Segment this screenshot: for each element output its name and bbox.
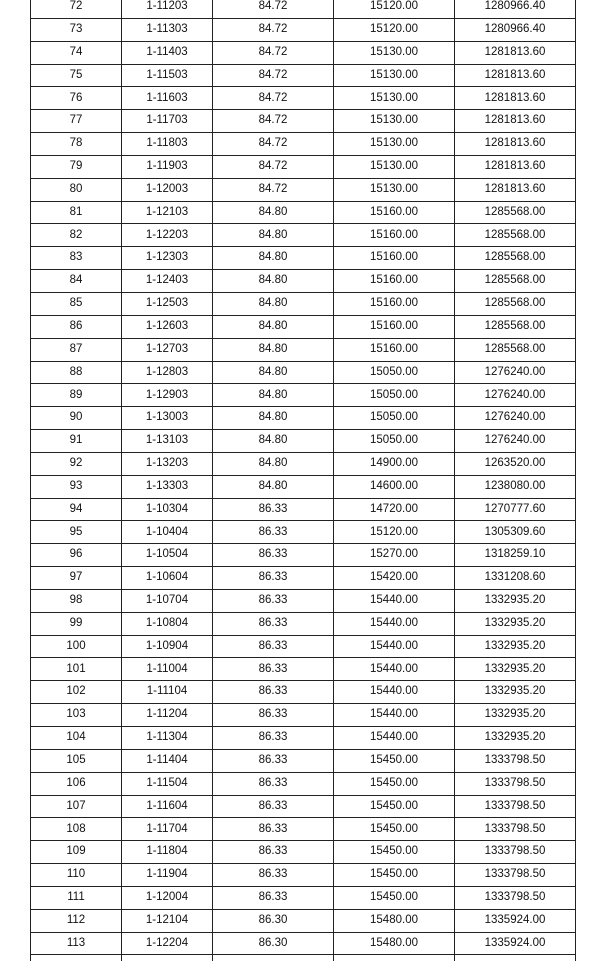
- total-price-cell: 1285568.00: [455, 247, 576, 270]
- total-price-cell: 1276240.00: [455, 407, 576, 430]
- row-number-cell: 90: [31, 407, 122, 430]
- unit-number-cell: 1-10504: [122, 544, 213, 567]
- unit-number-cell: 1-11204: [122, 704, 213, 727]
- total-price-cell: 1281813.60: [455, 64, 576, 87]
- area-cell: 86.33: [213, 727, 334, 750]
- row-number-cell: 109: [31, 841, 122, 864]
- table-row: [31, 567, 576, 590]
- area-cell: 86.33: [213, 749, 334, 772]
- area-cell: 86.33: [213, 567, 334, 590]
- area-cell: 84.80: [213, 430, 334, 453]
- unit-number-cell: [122, 955, 213, 961]
- total-price-cell: 1276240.00: [455, 384, 576, 407]
- total-price-cell: 1285568.00: [455, 270, 576, 293]
- table-row: [31, 727, 576, 750]
- unit-number-cell: 1-12303: [122, 247, 213, 270]
- row-number-cell: 92: [31, 452, 122, 475]
- unit-price-cell: 15130.00: [334, 41, 455, 64]
- total-price-cell: 1332935.20: [455, 704, 576, 727]
- area-cell: 86.33: [213, 818, 334, 841]
- table-row: [31, 612, 576, 635]
- unit-price-cell: 14900.00: [334, 452, 455, 475]
- area-cell: 86.33: [213, 795, 334, 818]
- unit-number-cell: 1-12104: [122, 909, 213, 932]
- table-row: [31, 338, 576, 361]
- total-price-cell: 1335924.00: [455, 909, 576, 932]
- row-number-cell: 91: [31, 430, 122, 453]
- total-price-cell: 1285568.00: [455, 315, 576, 338]
- total-price-cell: 1333798.50: [455, 749, 576, 772]
- unit-price-cell: 15440.00: [334, 681, 455, 704]
- unit-number-cell: 1-11904: [122, 864, 213, 887]
- total-price-cell: 1333798.50: [455, 772, 576, 795]
- total-price-cell: 1280966.40: [455, 0, 576, 18]
- unit-price-cell: 15130.00: [334, 155, 455, 178]
- unit-number-cell: 1-11503: [122, 64, 213, 87]
- row-number-cell: 106: [31, 772, 122, 795]
- table-row: [31, 749, 576, 772]
- table-row: [31, 704, 576, 727]
- total-price-cell: 1285568.00: [455, 224, 576, 247]
- unit-price-cell: 15440.00: [334, 704, 455, 727]
- total-price-cell: 1333798.50: [455, 818, 576, 841]
- unit-number-cell: 1-11604: [122, 795, 213, 818]
- unit-number-cell: 1-12003: [122, 178, 213, 201]
- row-number-cell: 86: [31, 315, 122, 338]
- unit-price-cell: 15120.00: [334, 0, 455, 18]
- row-number-cell: 113: [31, 932, 122, 955]
- row-number-cell: 101: [31, 658, 122, 681]
- area-cell: 84.80: [213, 270, 334, 293]
- total-price-cell: 1335924.00: [455, 932, 576, 955]
- table-row: [31, 133, 576, 156]
- unit-price-cell: 14600.00: [334, 475, 455, 498]
- row-number-cell: [31, 955, 122, 961]
- unit-number-cell: 1-10604: [122, 567, 213, 590]
- row-number-cell: 88: [31, 361, 122, 384]
- unit-number-cell: 1-13203: [122, 452, 213, 475]
- unit-number-cell: 1-10404: [122, 521, 213, 544]
- total-price-cell: 1270777.60: [455, 498, 576, 521]
- table-row: [31, 818, 576, 841]
- table-row: [31, 407, 576, 430]
- row-number-cell: 105: [31, 749, 122, 772]
- table-row: [31, 87, 576, 110]
- unit-price-cell: 15120.00: [334, 521, 455, 544]
- unit-price-cell: [334, 955, 455, 961]
- row-number-cell: 87: [31, 338, 122, 361]
- area-cell: 86.33: [213, 658, 334, 681]
- area-cell: 86.33: [213, 841, 334, 864]
- row-number-cell: 83: [31, 247, 122, 270]
- table-row: [31, 932, 576, 955]
- total-price-cell: 1333798.50: [455, 864, 576, 887]
- unit-number-cell: 1-12103: [122, 201, 213, 224]
- area-cell: 84.80: [213, 224, 334, 247]
- unit-price-cell: 15130.00: [334, 178, 455, 201]
- unit-price-cell: 15160.00: [334, 338, 455, 361]
- area-cell: 84.80: [213, 452, 334, 475]
- table-row: [31, 110, 576, 133]
- area-cell: 84.72: [213, 0, 334, 18]
- row-number-cell: 93: [31, 475, 122, 498]
- area-cell: 86.33: [213, 544, 334, 567]
- table-row: [31, 155, 576, 178]
- unit-number-cell: 1-10304: [122, 498, 213, 521]
- area-cell: 84.72: [213, 178, 334, 201]
- row-number-cell: 107: [31, 795, 122, 818]
- unit-number-cell: 1-11804: [122, 841, 213, 864]
- table-row: [31, 0, 576, 18]
- total-price-cell: 1280966.40: [455, 18, 576, 41]
- unit-number-cell: 1-10904: [122, 635, 213, 658]
- area-cell: 86.33: [213, 681, 334, 704]
- area-cell: 84.80: [213, 338, 334, 361]
- unit-price-cell: 14720.00: [334, 498, 455, 521]
- row-number-cell: 104: [31, 727, 122, 750]
- table-row: [31, 521, 576, 544]
- unit-price-cell: 15440.00: [334, 612, 455, 635]
- row-number-cell: 76: [31, 87, 122, 110]
- row-number-cell: 110: [31, 864, 122, 887]
- row-number-cell: 77: [31, 110, 122, 133]
- row-number-cell: 100: [31, 635, 122, 658]
- unit-price-cell: 15050.00: [334, 407, 455, 430]
- area-cell: 86.33: [213, 498, 334, 521]
- unit-price-cell: 15440.00: [334, 658, 455, 681]
- table-row: [31, 864, 576, 887]
- area-cell: 84.80: [213, 384, 334, 407]
- row-number-cell: 103: [31, 704, 122, 727]
- total-price-cell: 1285568.00: [455, 201, 576, 224]
- table-row: [31, 292, 576, 315]
- area-cell: 86.30: [213, 932, 334, 955]
- row-number-cell: 111: [31, 886, 122, 909]
- unit-price-cell: 15160.00: [334, 201, 455, 224]
- row-number-cell: 96: [31, 544, 122, 567]
- total-price-cell: 1281813.60: [455, 178, 576, 201]
- unit-number-cell: 1-13003: [122, 407, 213, 430]
- row-number-cell: 108: [31, 818, 122, 841]
- row-number-cell: 98: [31, 589, 122, 612]
- table-row: [31, 315, 576, 338]
- area-cell: 84.80: [213, 315, 334, 338]
- area-cell: 84.80: [213, 361, 334, 384]
- row-number-cell: 102: [31, 681, 122, 704]
- total-price-cell: 1332935.20: [455, 612, 576, 635]
- unit-price-cell: 15450.00: [334, 749, 455, 772]
- total-price-cell: [455, 955, 576, 961]
- total-price-cell: 1285568.00: [455, 338, 576, 361]
- table-row: [31, 886, 576, 909]
- table-row: [31, 178, 576, 201]
- unit-price-cell: 15450.00: [334, 841, 455, 864]
- table-row: [31, 681, 576, 704]
- table-row: [31, 909, 576, 932]
- area-cell: 84.72: [213, 133, 334, 156]
- unit-price-cell: 15440.00: [334, 589, 455, 612]
- table-row: [31, 452, 576, 475]
- unit-number-cell: 1-12403: [122, 270, 213, 293]
- table-row: [31, 772, 576, 795]
- total-price-cell: 1332935.20: [455, 681, 576, 704]
- unit-number-cell: 1-11903: [122, 155, 213, 178]
- total-price-cell: 1332935.20: [455, 727, 576, 750]
- row-number-cell: 75: [31, 64, 122, 87]
- row-number-cell: 85: [31, 292, 122, 315]
- table-row: [31, 498, 576, 521]
- total-price-cell: 1276240.00: [455, 430, 576, 453]
- row-number-cell: 97: [31, 567, 122, 590]
- unit-number-cell: 1-12004: [122, 886, 213, 909]
- unit-price-cell: 15440.00: [334, 635, 455, 658]
- unit-price-cell: 15420.00: [334, 567, 455, 590]
- unit-price-cell: 15050.00: [334, 361, 455, 384]
- area-cell: 86.33: [213, 772, 334, 795]
- unit-price-cell: 15160.00: [334, 247, 455, 270]
- unit-price-cell: 15120.00: [334, 18, 455, 41]
- unit-price-cell: 15160.00: [334, 292, 455, 315]
- table-row: [31, 544, 576, 567]
- unit-price-cell: 15480.00: [334, 909, 455, 932]
- unit-price-cell: 15450.00: [334, 772, 455, 795]
- unit-number-cell: 1-11004: [122, 658, 213, 681]
- area-cell: 84.80: [213, 292, 334, 315]
- total-price-cell: 1281813.60: [455, 155, 576, 178]
- area-cell: 86.33: [213, 704, 334, 727]
- table-row: [31, 224, 576, 247]
- row-number-cell: 95: [31, 521, 122, 544]
- unit-price-cell: 15130.00: [334, 64, 455, 87]
- row-number-cell: 82: [31, 224, 122, 247]
- table-row: [31, 658, 576, 681]
- total-price-cell: 1333798.50: [455, 841, 576, 864]
- unit-number-cell: 1-12703: [122, 338, 213, 361]
- table-row: [31, 841, 576, 864]
- unit-price-cell: 15450.00: [334, 795, 455, 818]
- table-row: [31, 475, 576, 498]
- area-cell: 84.72: [213, 64, 334, 87]
- total-price-cell: 1281813.60: [455, 133, 576, 156]
- table-row: [31, 41, 576, 64]
- row-number-cell: 84: [31, 270, 122, 293]
- total-price-cell: 1331208.60: [455, 567, 576, 590]
- area-cell: 84.72: [213, 18, 334, 41]
- unit-number-cell: 1-11104: [122, 681, 213, 704]
- row-number-cell: 74: [31, 41, 122, 64]
- row-number-cell: 72: [31, 0, 122, 18]
- table-row: [31, 430, 576, 453]
- area-cell: 86.33: [213, 864, 334, 887]
- unit-number-cell: 1-11304: [122, 727, 213, 750]
- total-price-cell: 1332935.20: [455, 658, 576, 681]
- row-number-cell: 78: [31, 133, 122, 156]
- area-cell: 86.33: [213, 612, 334, 635]
- unit-number-cell: 1-11603: [122, 87, 213, 110]
- row-number-cell: 73: [31, 18, 122, 41]
- unit-number-cell: 1-11303: [122, 18, 213, 41]
- area-cell: 84.80: [213, 475, 334, 498]
- unit-number-cell: 1-12903: [122, 384, 213, 407]
- table-row: [31, 270, 576, 293]
- unit-number-cell: 1-13103: [122, 430, 213, 453]
- area-cell: 86.33: [213, 635, 334, 658]
- table-row: [31, 247, 576, 270]
- unit-number-cell: 1-11704: [122, 818, 213, 841]
- total-price-cell: 1281813.60: [455, 110, 576, 133]
- table-row: [31, 589, 576, 612]
- unit-price-cell: 15130.00: [334, 110, 455, 133]
- row-number-cell: 112: [31, 909, 122, 932]
- total-price-cell: 1333798.50: [455, 886, 576, 909]
- unit-number-cell: 1-12204: [122, 932, 213, 955]
- table-row: [31, 635, 576, 658]
- table-row: [31, 384, 576, 407]
- unit-price-cell: 15160.00: [334, 224, 455, 247]
- unit-price-cell: 15050.00: [334, 430, 455, 453]
- total-price-cell: 1332935.20: [455, 635, 576, 658]
- total-price-cell: 1281813.60: [455, 87, 576, 110]
- unit-price-cell: 15450.00: [334, 864, 455, 887]
- total-price-cell: 1238080.00: [455, 475, 576, 498]
- total-price-cell: 1281813.60: [455, 41, 576, 64]
- unit-number-cell: 1-11404: [122, 749, 213, 772]
- area-cell: 84.72: [213, 110, 334, 133]
- total-price-cell: 1285568.00: [455, 292, 576, 315]
- unit-number-cell: 1-10804: [122, 612, 213, 635]
- table-row: [31, 201, 576, 224]
- total-price-cell: 1276240.00: [455, 361, 576, 384]
- total-price-cell: 1305309.60: [455, 521, 576, 544]
- area-cell: 84.72: [213, 41, 334, 64]
- unit-price-cell: 15160.00: [334, 270, 455, 293]
- unit-number-cell: 1-12803: [122, 361, 213, 384]
- unit-number-cell: 1-12603: [122, 315, 213, 338]
- table-row: [31, 361, 576, 384]
- area-cell: 84.80: [213, 247, 334, 270]
- unit-price-cell: 15050.00: [334, 384, 455, 407]
- area-cell: 86.33: [213, 521, 334, 544]
- unit-price-cell: 15160.00: [334, 315, 455, 338]
- area-cell: 84.80: [213, 201, 334, 224]
- unit-price-cell: 15130.00: [334, 87, 455, 110]
- unit-price-cell: 15440.00: [334, 727, 455, 750]
- price-table: [30, 0, 576, 961]
- row-number-cell: 79: [31, 155, 122, 178]
- row-number-cell: 81: [31, 201, 122, 224]
- unit-number-cell: 1-11403: [122, 41, 213, 64]
- total-price-cell: 1318259.10: [455, 544, 576, 567]
- total-price-cell: 1332935.20: [455, 589, 576, 612]
- row-number-cell: 94: [31, 498, 122, 521]
- table-row: [31, 955, 576, 961]
- unit-price-cell: 15130.00: [334, 133, 455, 156]
- unit-price-cell: 15270.00: [334, 544, 455, 567]
- area-cell: 84.72: [213, 155, 334, 178]
- row-number-cell: 99: [31, 612, 122, 635]
- unit-price-cell: 15450.00: [334, 886, 455, 909]
- unit-number-cell: 1-10704: [122, 589, 213, 612]
- area-cell: 86.30: [213, 909, 334, 932]
- table-row: [31, 18, 576, 41]
- unit-number-cell: 1-11203: [122, 0, 213, 18]
- unit-number-cell: 1-13303: [122, 475, 213, 498]
- area-cell: 86.33: [213, 886, 334, 909]
- row-number-cell: 89: [31, 384, 122, 407]
- total-price-cell: 1333798.50: [455, 795, 576, 818]
- table-row: [31, 64, 576, 87]
- unit-number-cell: 1-12503: [122, 292, 213, 315]
- area-cell: 84.72: [213, 87, 334, 110]
- unit-number-cell: 1-11803: [122, 133, 213, 156]
- unit-number-cell: 1-11703: [122, 110, 213, 133]
- unit-number-cell: 1-12203: [122, 224, 213, 247]
- area-cell: [213, 955, 334, 961]
- unit-price-cell: 15480.00: [334, 932, 455, 955]
- area-cell: 86.33: [213, 589, 334, 612]
- table-row: [31, 795, 576, 818]
- unit-number-cell: 1-11504: [122, 772, 213, 795]
- table-body: [31, 0, 576, 961]
- area-cell: 84.80: [213, 407, 334, 430]
- row-number-cell: 80: [31, 178, 122, 201]
- total-price-cell: 1263520.00: [455, 452, 576, 475]
- unit-price-cell: 15450.00: [334, 818, 455, 841]
